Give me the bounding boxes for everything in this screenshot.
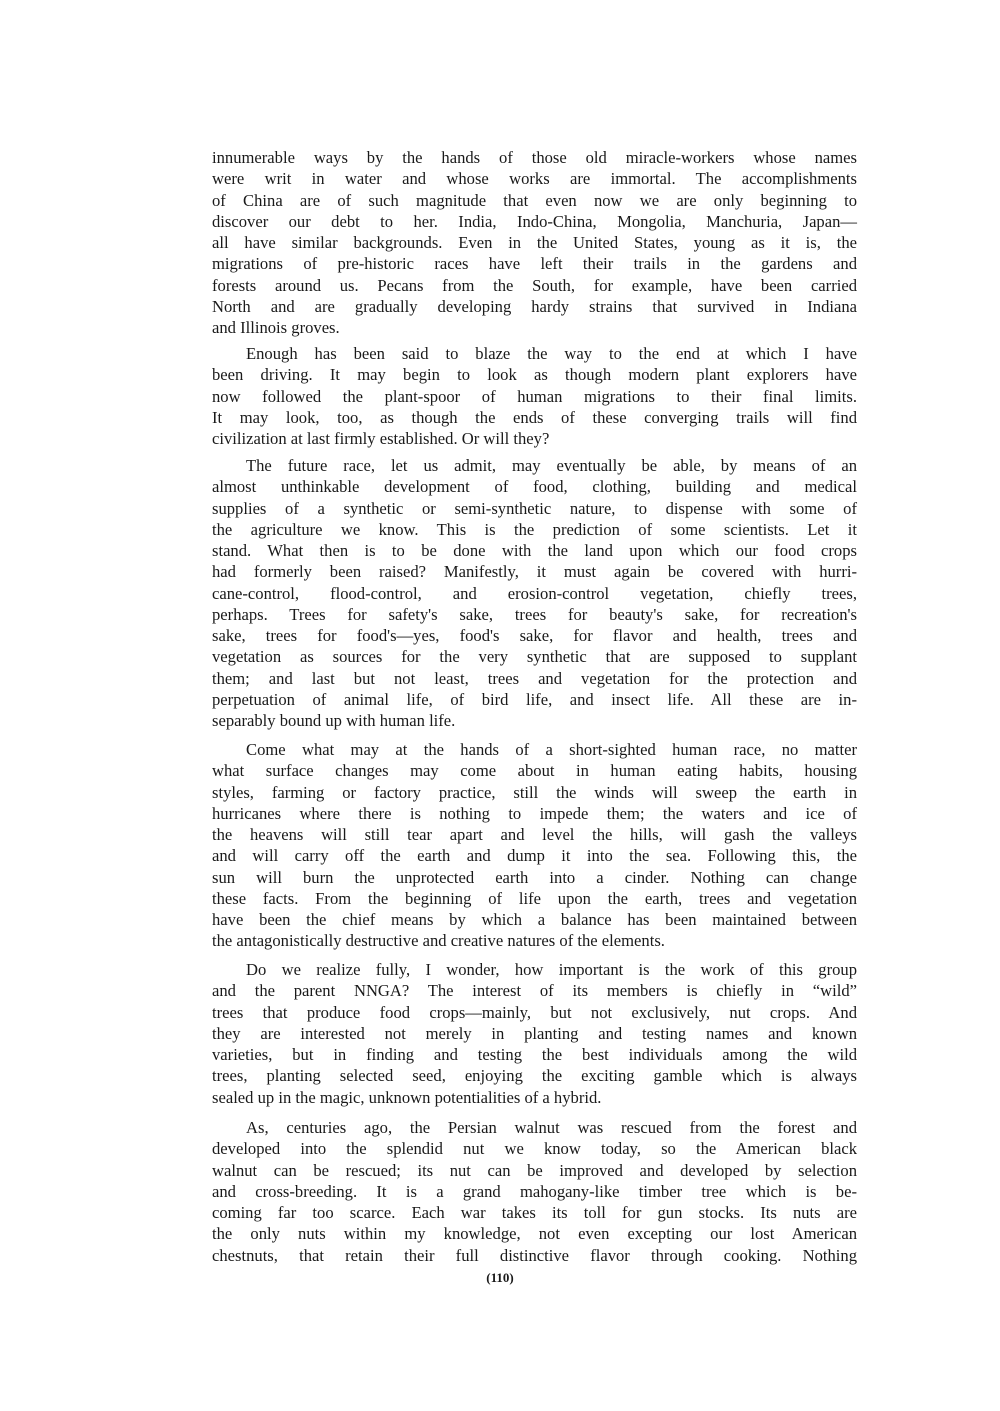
paragraph-3 xyxy=(212,455,857,731)
text-line: stand. What then is to be done with the land upon which our food crops xyxy=(212,541,857,560)
text-line: sake, trees for food's—yes, food's sake, for flavor and health, trees and xyxy=(212,626,857,645)
text-line: As, centuries ago, the Persian walnut was rescued from the forest and xyxy=(246,1118,857,1137)
text-line: almost unthinkable development of food, clothing, building and medical xyxy=(212,477,857,497)
text-line: discover our debt to her. India, Indo-China, Mongolia, Manchuria, Japan— xyxy=(212,211,857,231)
text-line: what surface changes may come about in human eating habits, housing xyxy=(212,761,857,781)
text-line: coming far too scarce. Each war takes its toll for gun stocks. Its nuts are xyxy=(212,1203,857,1222)
text-line: Do we realize fully, I wonder, how important is the work of this group xyxy=(246,960,857,979)
text-line: and cross-breeding. It is a grand mahogany-like timber tree which is be- xyxy=(212,1181,857,1201)
paragraph-6 xyxy=(212,1117,857,1266)
text-line: all have similar backgrounds. Even in the United States, young as it is, the xyxy=(212,233,857,252)
text-line: trees, planting selected seed, enjoying the exciting gamble which is always xyxy=(212,1066,857,1086)
text-line: separably bound up with human life. xyxy=(212,711,456,730)
paragraph-5 xyxy=(212,959,857,1108)
text-line: cane-control, flood-control, and erosion-control vegetation, chiefly trees, xyxy=(212,583,857,603)
text-line: perhaps. Trees for safety's sake, trees for beauty's sake, for recreation's xyxy=(212,604,857,624)
text-line: innumerable ways by the hands of those old miracle-workers whose names xyxy=(212,148,857,167)
text-line: developed into the splendid nut we know today, so the American black xyxy=(212,1139,857,1159)
text-line: hurricanes where there is nothing to impede them; the waters and ice of xyxy=(212,803,857,823)
text-line: styles, farming or factory practice, still the winds will sweep the earth in xyxy=(212,782,857,802)
text-line: them; and last but not least, trees and vegetation for the protection and xyxy=(212,668,857,688)
paragraph-4 xyxy=(212,739,857,952)
text-line: walnut can be rescued; its nut can be improved and developed by selection xyxy=(212,1160,857,1180)
text-line: The future race, let us admit, may eventually be able, by means of an xyxy=(246,456,857,475)
text-line: and will carry off the earth and dump it into the sea. Following this, the xyxy=(212,846,857,866)
text-line: sun will burn the unprotected earth into a cinder. Nothing can change xyxy=(212,867,857,887)
text-line: chestnuts, that retain their full distinctive flavor through cooking. Nothing xyxy=(212,1245,857,1265)
text-line: varieties, but in finding and testing the best individuals among the wild xyxy=(212,1045,857,1064)
paragraph-2 xyxy=(212,343,857,449)
text-line: sealed up in the magic, unknown potentialities of a hybrid. xyxy=(212,1087,602,1107)
text-line: Come what may at the hands of a short-sighted human race, no matter xyxy=(246,740,857,759)
text-line: had formerly been raised? Manifestly, it must again be covered with hurri- xyxy=(212,562,857,582)
text-line: have been the chief means by which a balance has been maintained between xyxy=(212,910,857,929)
text-line: and Illinois groves. xyxy=(212,318,340,337)
text-line: trees that produce food crops—mainly, but not exclusively, nut crops. And xyxy=(212,1002,857,1022)
text-line: been driving. It may begin to look as though modern plant explorers have xyxy=(212,365,857,385)
text-line: It may look, too, as though the ends of these converging trails will find xyxy=(212,407,857,427)
text-line: supplies of a synthetic or semi-synthetic nature, to dispense with some of xyxy=(212,498,857,518)
text-line: forests around us. Pecans from the South, for example, have been carried xyxy=(212,275,857,295)
text-line: perpetuation of animal life, of bird life, and insect life. All these are in- xyxy=(212,689,857,709)
text-line: were writ in water and whose works are immortal. The accomplishments xyxy=(212,169,857,189)
text-line: now followed the plant-spoor of human migrations to their final limits. xyxy=(212,386,857,406)
text-line: the heavens will still tear apart and level the hills, will gash the valleys xyxy=(212,825,857,844)
text-line: the antagonistically destructive and creative natures of the elements. xyxy=(212,931,665,951)
text-line: migrations of pre-historic races have left their trails in the gardens and xyxy=(212,254,857,274)
text-line: civilization at last firmly established. Or will they? xyxy=(212,429,550,448)
page-number: (110) xyxy=(486,1270,514,1285)
text-line: Enough has been said to blaze the way to the end at which I have xyxy=(246,344,857,363)
text-line: the only nuts within my knowledge, not even excepting our lost American xyxy=(212,1224,857,1244)
text-line: they are interested not merely in planting and testing names and known xyxy=(212,1023,857,1043)
paragraph-1 xyxy=(212,147,857,338)
text-line: of China are of such magnitude that even now we are only beginning to xyxy=(212,190,857,210)
text-line: and the parent NNGA? The interest of its members is chiefly in “wild” xyxy=(212,981,857,1001)
text-line: vegetation as sources for the very synthetic that are supposed to supplant xyxy=(212,647,857,667)
text-line: the agriculture we know. This is the prediction of some scientists. Let it xyxy=(212,519,857,539)
text-line: North and are gradually developing hardy strains that survived in Indiana xyxy=(212,296,857,316)
text-line: these facts. From the beginning of life upon the earth, trees and vegetation xyxy=(212,888,857,908)
